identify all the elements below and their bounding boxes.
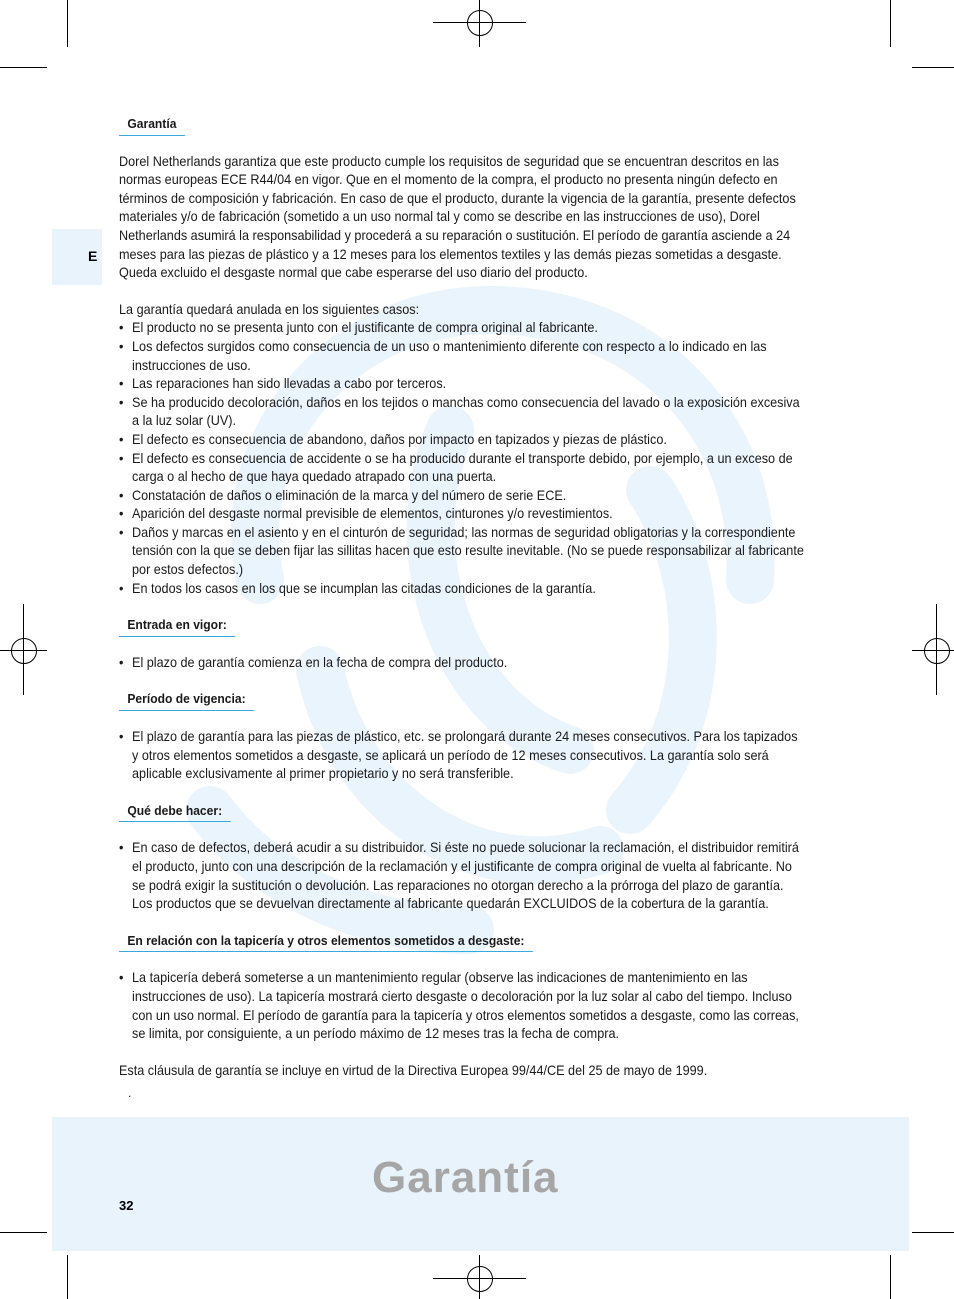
- list-item: • Los defectos surgidos como consecuencia de un uso o mantenimiento diferente con respecto a lo indicado en las instrucciones de uso.: [119, 338, 807, 375]
- tapiceria-list: [119, 969, 807, 1043]
- warranty-content: [119, 115, 807, 1080]
- void-intro: La garantía quedará anulada en los siguientes casos:: [119, 301, 420, 317]
- list-item: • En caso de defectos, deberá acudir a su distribuidor. Si éste no puede solucionar la reclamación, el distribuidor remitirá el producto, junto con una descripción de la reclamación y el justificante de compra original de vuelta al fabricante. No se podrá exigir la sustitución o devolución. Las reparaciones no otorgan derecho a la prórroga del plazo de garantía. Los productos que se devuelvan directamente al fabricante quedarán EXCLUIDOS de la cobertura de la garantía.: [119, 839, 807, 913]
- stray-dot: .: [128, 1086, 132, 1100]
- list-item: • El plazo de garantía comienza en la fecha de compra del producto.: [119, 654, 807, 673]
- periodo-list: [119, 728, 807, 784]
- list-item: • El defecto es consecuencia de accidente o se ha producido durante el transporte debido, por ejemplo, a un exceso de carga o al hecho de que haya quedado atrapado con una puerta.: [119, 450, 807, 487]
- footer-title: Garantía: [372, 1153, 559, 1202]
- list-item: • Constatación de daños o eliminación de la marca y del número de serie ECE.: [119, 487, 807, 506]
- void-list: [119, 319, 807, 598]
- page-number: 32: [119, 1198, 134, 1213]
- que-hacer-list: [119, 839, 807, 913]
- closing-statement: Esta cláusula de garantía se incluye en virtud de la Directiva Europea 99/44/CE del 25 de mayo de 1999.: [119, 1062, 708, 1078]
- list-item: • Se ha producido decoloración, daños en los tejidos o manchas como consecuencia del lavado o la exposición excesiva a la luz solar (UV).: [119, 394, 807, 431]
- entrada-list: [119, 654, 807, 673]
- section-heading-entrada: Entrada en vigor:: [119, 616, 235, 637]
- list-item: • Aparición del desgaste normal previsible de elementos, cinturones y/o revestimientos.: [119, 505, 807, 524]
- list-item: • El plazo de garantía para las piezas de plástico, etc. se prolongará durante 24 meses consecutivos. Para los tapizados y otros elementos sometidos a desgaste, se aplicará un período de 12 meses consecutivos. La garantía solo será aplicable exclusivamente al primer propietario y no será transferible.: [119, 728, 807, 784]
- list-item: • En todos los casos en los que se incumplan las citadas condiciones de la garantía.: [119, 580, 807, 599]
- section-heading-periodo: Período de vigencia:: [119, 690, 254, 711]
- language-letter: E: [88, 248, 98, 264]
- list-item: • Daños y marcas en el asiento y en el cinturón de seguridad; las normas de seguridad obligatorias y la correspondiente tensión con la que se deben fijar las sillitas hacen que esto resulte inevitable. (No se puede responsabilizar al fabricante por estos defectos.): [119, 524, 807, 580]
- list-item: • Las reparaciones han sido llevadas a cabo por terceros.: [119, 375, 807, 394]
- section-heading-tapiceria: En relación con la tapicería y otros elementos sometidos a desgaste:: [119, 932, 533, 953]
- section-heading-que-hacer: Qué debe hacer:: [119, 802, 230, 823]
- section-heading-garantia: Garantía: [119, 115, 185, 136]
- list-item: • El producto no se presenta junto con el justificante de compra original al fabricante.: [119, 319, 807, 338]
- list-item: • La tapicería deberá someterse a un mantenimiento regular (observe las indicaciones de mantenimiento en las instrucciones de uso). La tapicería mostrará cierto desgaste o decoloración por la luz solar al cabo del tiempo. Incluso con un uso normal. El período de garantía para la tapicería y otros elementos sometidos a desgaste, como las correas, se limita, por consiguiente, a un período máximo de 12 meses tras la fecha de compra.: [119, 969, 807, 1043]
- list-item: • El defecto es consecuencia de abandono, daños por impacto en tapizados y piezas de plástico.: [119, 431, 807, 450]
- warranty-intro: Dorel Netherlands garantiza que este producto cumple los requisitos de seguridad que se encuentran descritos en las normas europeas ECE R44/04 en vigor. Que en el momento de la compra, el producto no presenta ningún defecto en términos de composición y fabricación. En caso de que el producto, durante la vigencia de la garantía, presente defectos materiales y/o de fabricación (sometido a un uso normal tal y como se describe en las instrucciones de uso), Dorel Netherlands asumirá la responsabilidad y procederá a su reparación o sustitución. El período de garantía asciende a 24 meses para las piezas de plástico y a 12 meses para los elementos textiles y las demás piezas sometidas a desgaste. Queda excluido el desgaste normal que cabe esperarse del uso diario del producto.: [119, 153, 796, 281]
